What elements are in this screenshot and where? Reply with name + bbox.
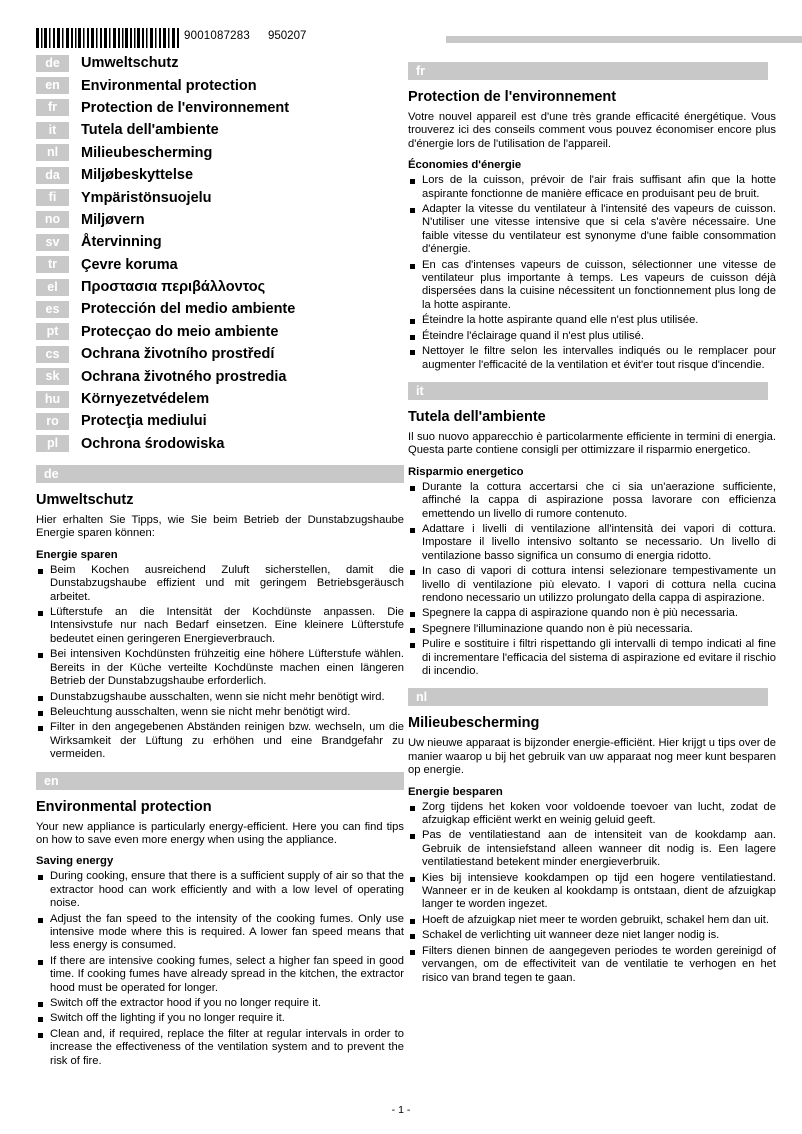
language-index-item[interactable]: [36, 97, 404, 119]
section-subtitle-de: Energie sparen: [36, 548, 118, 561]
section-intro-it: Il suo nuovo apparecchio è particolarmente efficiente in termini di energia. Questa parte contiene consigli per ottimizzare il risparmio energetico.: [408, 430, 776, 457]
section-subtitle-fr: Économies d'énergie: [408, 159, 522, 172]
section-language-tag: en: [44, 773, 59, 788]
page-header: [36, 28, 776, 50]
language-tag: es: [36, 301, 69, 318]
language-tag: ro: [36, 413, 69, 430]
language-index: [36, 52, 404, 455]
language-title: Miljøvern: [81, 211, 145, 228]
list-item: If there are intensive cooking fumes, select a higher fan speed in good time. If cooking fumes have already spread in the kitchen, the extractor hood must be operated for longer.: [36, 955, 404, 995]
language-title: Ympäristönsuojelu: [81, 189, 212, 206]
list-item: In caso di vapori di cottura intensi selezionare tempestivamente un livello di ventilazione più elevato. I vapori di cottura nella cucina rendono necessario un utilizzo prolungato della cappa di aspirazione.: [408, 565, 776, 605]
language-index-item[interactable]: [36, 142, 404, 164]
list-item: Adapter la vitesse du ventilateur à l'intensité des vapeurs de cuisson. N'utiliser une vitesse intensive que si cela s'avère nécessaire. Une faible vitesse du ventilateur est synonyme d'une faible consommation d'énergie.: [408, 203, 776, 257]
language-tag: cs: [36, 346, 69, 363]
list-item: Schakel de verlichting uit wanneer deze niet langer nodig is.: [408, 929, 776, 942]
language-title: Környezetvédelem: [81, 391, 210, 408]
language-index-item[interactable]: [36, 388, 404, 410]
list-item: Clean and, if required, replace the filter at regular intervals in order to increase the effectiveness of the ventilation system and to prevent the risk of fire.: [36, 1028, 404, 1068]
section-intro-fr: Votre nouvel appareil est d'une très grande efficacité énergétique. Vous trouverez ici des conseils comment vous pouvez économiser encore plus d'énergie lors de l'utilisation de l'appareil.: [408, 111, 776, 150]
language-index-item[interactable]: [36, 119, 404, 141]
language-index-item[interactable]: [36, 433, 404, 455]
language-index-item[interactable]: [36, 74, 404, 96]
section-bullets-en: [36, 870, 404, 1068]
section-title-nl: Milieubescherming: [408, 715, 540, 732]
left-column: [36, 52, 404, 1074]
list-item: Pulire e sostituire i filtri rispettando gli intervalli di tempo indicati al fine di incrementare l'efficacia del sistema di aspirazione ed evitare il rischio di incendio.: [408, 638, 776, 678]
list-item: Dunstabzugshaube ausschalten, wenn sie nicht mehr benötigt wird.: [36, 691, 404, 704]
language-title: Milieubescherming: [81, 144, 213, 161]
list-item: Beim Kochen ausreichend Zuluft sicherstellen, damit die Dunstabzugshaube effizient und mit geringem Betriebsgeräusch arbeitet.: [36, 564, 404, 604]
language-tag: fi: [36, 189, 69, 206]
section-bullets-nl: [408, 801, 776, 985]
section-language-bar-nl: [408, 688, 768, 706]
section-subtitle-en: Saving energy: [36, 855, 114, 868]
list-item: Spegnere la cappa di aspirazione quando non è più necessaria.: [408, 607, 776, 620]
language-tag: nl: [36, 144, 69, 161]
language-index-item[interactable]: [36, 186, 404, 208]
language-index-item[interactable]: [36, 321, 404, 343]
language-tag: sv: [36, 234, 69, 251]
language-title: Environmental protection: [81, 77, 257, 94]
language-tag: da: [36, 167, 69, 184]
language-index-item[interactable]: [36, 365, 404, 387]
language-title: Återvinning: [81, 234, 162, 251]
list-item: Switch off the extractor hood if you no longer require it.: [36, 997, 404, 1010]
list-item: Bei intensiven Kochdünsten frühzeitig eine höhere Lüfterstufe wählen. Bereits in der Küche verteilte Kochdünste machen einen längeren Betrieb der Dunstabzugshaube erforderlich.: [36, 648, 404, 688]
section-bullets-fr: [408, 174, 776, 372]
section-language-tag: fr: [416, 64, 426, 78]
header-rule: [446, 36, 802, 43]
list-item: Kies bij intensieve kookdampen op tijd een hogere ventilatiestand. Wanneer er in de keuken al kookdamp is ontstaan, dient de afzuigkap langer te worden ingezet.: [408, 872, 776, 912]
section-title-en: Environmental protection: [36, 798, 212, 815]
language-tag: no: [36, 211, 69, 228]
list-item: Switch off the lighting if you no longer require it.: [36, 1012, 404, 1025]
document-number: 950207: [268, 30, 307, 42]
list-item: Lors de la cuisson, prévoir de l'air frais suffisant afin que la hotte aspirante fonctionne de manière efficace en produisant peu de bruit.: [408, 174, 776, 201]
list-item: Filter in den angegebenen Abständen reinigen bzw. wechseln, um die Wirksamkeit der Lüftung zu erhöhen und eine Brandgefahr zu vermeiden.: [36, 721, 404, 761]
section-intro-nl: Uw nieuwe apparaat is bijzonder energie-efficiënt. Hier krijgt u tips over de manier waarop u bij het gebruik van uw apparaat nog meer kunt besparen op energie.: [408, 737, 776, 777]
section-bullets-it: [408, 481, 776, 679]
section-language-tag: it: [416, 383, 424, 398]
section-intro-en: Your new appliance is particularly energy-efficient. Here you can find tips on how to save even more energy when using the appliance.: [36, 820, 404, 846]
section-language-bar-en: [36, 772, 404, 790]
language-tag: de: [36, 55, 69, 72]
barcode-image: [36, 28, 182, 48]
language-index-item[interactable]: [36, 52, 404, 74]
right-column: [408, 52, 776, 991]
section-bullets-de: [36, 564, 404, 762]
list-item: Adjust the fan speed to the intensity of the cooking fumes. Only use intensive mode where this is required. A lower fan speed means that less energy is consumed.: [36, 913, 404, 953]
language-index-item[interactable]: [36, 343, 404, 365]
language-title: Ochrona środowiska: [81, 435, 225, 452]
language-title: Ochrana životného prostredia: [81, 368, 287, 385]
language-title: Προστασια περιβάλλοντος: [81, 279, 266, 296]
list-item: Durante la cottura accertarsi che ci sia un'aerazione sufficiente, affinché la cappa di aspirazione possa lavorare con efficienza emettendo un livello di rumore contenuto.: [408, 481, 776, 521]
language-index-item[interactable]: [36, 298, 404, 320]
section-title-it: Tutela dell'ambiente: [408, 408, 546, 425]
list-item: Filters dienen binnen de aangegeven periodes te worden gereinigd of vervangen, om de effectiviteit van de ventilatie te verhogen en het risico van brand tegen te gaan.: [408, 945, 776, 985]
list-item: Éteindre l'éclairage quand il n'est plus utilisé.: [408, 330, 776, 343]
section-language-bar-de: [36, 465, 404, 483]
language-tag: tr: [36, 256, 69, 273]
list-item: Hoeft de afzuigkap niet meer te worden gebruikt, schakel hem dan uit.: [408, 914, 776, 927]
language-title: Çevre koruma: [81, 256, 178, 273]
language-title: Protecţia mediului: [81, 413, 207, 430]
list-item: Nettoyer le filtre selon les intervalles indiqués ou le remplacer pour augmenter l'efficacité de la ventilation et évit'er tout risque d'incendie.: [408, 345, 776, 372]
language-index-item[interactable]: [36, 231, 404, 253]
list-item: En cas d'intenses vapeurs de cuisson, sélectionner une vitesse de ventilateur plus importante à temps. Les vapeurs de cuisson déjà dispersées dans la cuisine nécessitent un fonctionnement plus long de la hotte aspirante.: [408, 259, 776, 313]
list-item: Zorg tijdens het koken voor voldoende toevoer van lucht, zodat de afzuigkap efficiënt werkt en weinig geluid geeft.: [408, 801, 776, 828]
language-index-item[interactable]: [36, 164, 404, 186]
language-tag: hu: [36, 391, 69, 408]
page-number: - 1 -: [391, 1104, 411, 1116]
language-tag: pl: [36, 435, 69, 452]
language-title: Ochrana životního prostředí: [81, 346, 275, 363]
list-item: During cooking, ensure that there is a sufficient supply of air so that the extractor hood can work efficiently and with a low level of operating noise.: [36, 870, 404, 910]
language-tag: it: [36, 122, 69, 139]
section-title-fr: Protection de l'environnement: [408, 89, 617, 105]
section-title-de: Umweltschutz: [36, 492, 134, 509]
list-item: Éteindre la hotte aspirante quand elle n'est plus utilisée.: [408, 314, 776, 327]
section-intro-de: Hier erhalten Sie Tipps, wie Sie beim Betrieb der Dunstabzugshaube Energie sparen können:: [36, 514, 404, 540]
language-title: Miljøbeskyttelse: [81, 167, 194, 184]
language-tag: en: [36, 77, 69, 94]
list-item: Spegnere l'illuminazione quando non è più necessaria.: [408, 623, 776, 636]
language-tag: fr: [36, 99, 69, 116]
section-language-tag: de: [44, 467, 59, 482]
section-language-tag: nl: [416, 690, 428, 705]
list-item: Beleuchtung ausschalten, wenn sie nicht mehr benötigt wird.: [36, 706, 404, 719]
language-title: Tutela dell'ambiente: [81, 122, 219, 139]
language-index-item[interactable]: [36, 276, 404, 298]
language-title: Protecçao do meio ambiente: [81, 323, 279, 340]
list-item: Lüfterstufe an die Intensität der Kochdünste anpassen. Die Intensivstufe nur nach Bedarf einsetzen. Eine kleinere Lüfterstufe bedeutet einen geringeren Energieverbrauch.: [36, 606, 404, 646]
language-title: Umweltschutz: [81, 55, 179, 72]
barcode: [36, 28, 182, 53]
barcode-number: 9001087283: [184, 30, 250, 42]
language-index-item[interactable]: [36, 410, 404, 432]
language-title: Protection de l'environnement: [81, 99, 290, 116]
section-subtitle-it: Risparmio energetico: [408, 465, 524, 478]
section-language-bar-fr: [408, 62, 768, 80]
language-tag: sk: [36, 368, 69, 385]
language-tag: el: [36, 279, 69, 296]
language-tag: pt: [36, 323, 69, 340]
list-item: Pas de ventilatiestand aan de intensiteit van de kookdamp aan. Gebruik de intensiefstand alleen wanneer dit nodig is. Een lagere ventilatiestand betekent minder energieverbruik.: [408, 829, 776, 869]
section-subtitle-nl: Energie besparen: [408, 785, 503, 798]
list-item: Adattare i livelli di ventilazione all'intensità dei vapori di cottura. Impostare il livello intensivo soltanto se necessario. Un livello di ventilazione basso significa un consumo di energia ridotto.: [408, 523, 776, 563]
language-title: Protección del medio ambiente: [81, 301, 296, 318]
language-index-item[interactable]: [36, 254, 404, 276]
language-index-item[interactable]: [36, 209, 404, 231]
section-language-bar-it: [408, 382, 768, 400]
